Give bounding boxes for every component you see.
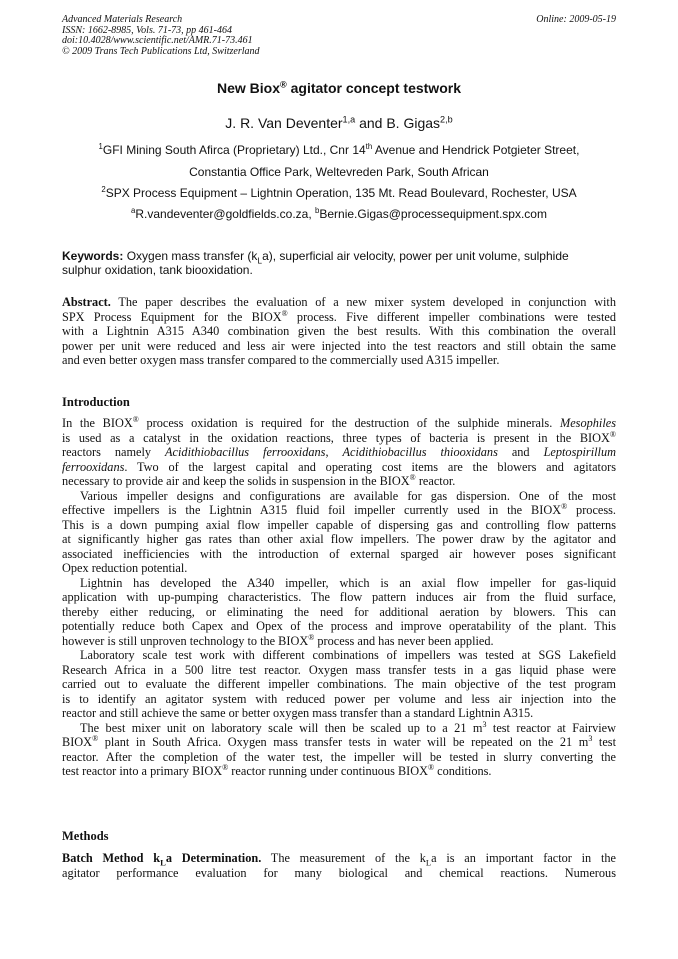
affiliation-1-line-2: Constantia Office Park, Weltevreden Park, South African <box>189 165 489 179</box>
abstract-label: Abstract. <box>62 295 111 309</box>
keywords: Keywords: Oxygen mass transfer $(k_La)$, superficial air velocity, power per unit volume, sulphide sulphur oxidation, tank biooxidation. <box>62 249 569 277</box>
introduction-heading: Introduction <box>62 395 130 409</box>
affiliation-1-line-1: $^1$GFI Mining South Afirca (Proprietary) Ltd., Cnr 14th Avenue and Hendrick Potgieter Street, <box>98 142 580 157</box>
email-b[interactable]: Bernie.Gigas@processequipment.spx.com <box>319 207 547 221</box>
journal-header <box>62 15 616 57</box>
email-a[interactable]: R.vandeventer@goldfields.co.za, <box>135 207 315 221</box>
journal-copyright: © 2009 Trans Tech Publications Ltd, Switzerland <box>62 45 260 57</box>
author-list: J. R. Van Deventer$^{1,a}$ and B. Gigas$^{2,b}$ <box>225 114 453 131</box>
author-2: B. Gigas <box>386 115 441 131</box>
author-emails: $^a$R.vandeventer@goldfields.co.za, $^b$Bernie.Gigas@processequipment.spx.com <box>131 206 547 221</box>
journal-doi: doi:10.4028/www.scientific.net/AMR.71-73.461 <box>62 35 253 46</box>
keywords-label: Keywords: <box>62 249 124 263</box>
journal-name: Advanced Materials Research <box>62 14 183 25</box>
methods-body: Batch Method $k_La$ Determination. The measurement of the $k_La$ is an important factor in the agitator performance evaluation for many biological and chemical reactions. Numerous <box>62 851 616 880</box>
journal-issn: ISSN: 1662-8985, Vols. 71-73, pp 461-464 <box>62 24 232 36</box>
batch-method-label: Batch Method $k_La$ Determination. <box>62 851 262 868</box>
paper-title: New Biox® agitator concept testwork <box>217 79 461 96</box>
online-date: Online: 2009-05-19 <box>536 14 616 25</box>
abstract: Abstract. The paper describes the evaluation of a new mixer system developed in conjunction with SPX Process Equipment for the BIOX® process. Five different impeller combinations were tested with a Lightnin A315 A340 combination given the best results. With this combination the overall power per unit were reduced and less air were injected into the test reactors and still obtain the same and even better oxygen mass transfer compared to the commercially used A315 impeller. <box>62 295 616 367</box>
introduction-body: In the BIOX® process oxidation is required for the destruction of the sulphide minerals. Mesophiles is used as a catalyst in the oxidation reactions, three types of bacteria is present in the BIOX® reactors namely Acidithiobacillus ferrooxidans, Acidithiobacillus thiooxidans and Leptospirillum ferrooxidans. Two of the largest capital and operating cost items are the blowers and agitators necessary to provide air and keep the solids in suspension in the BIOX® reactor. Various impeller designs and configurations are available for gas dispersion. One of the most effective impellers is the Lightnin A315 fluid foil impeller currently used in the BIOX® process. This is a down pumping axial flow impeller capable of dispersing gas and controlling flow patterns at significantly higher gas rates than other axial flow impellers. The power draw by the agitator and associated inefficiencies with the introduction of external sparged air however poses significant Opex reduction potential. Lightnin has developed the A340 impeller, which is an axial flow impeller for gas-liquid application with up-pumping characteristics. The flow pattern induces air from the fluid surface, thereby either reducing, or eliminating the need for additional aeration by blowers. This can potentially reduce both Capex and Opex of the process and improve operatability of the plant. This however is still unproven technology to the BIOX® process and has never been applied. Laboratory scale test work with different combinations of impellers was tested at SGS Lakefield Research Africa in a 500 litre test reactor. Oxygen mass transfer tests in a gas liquid phase were carried out to evaluate the different impeller combinations. The main objective of the test program is to identify an agitator system with reduced power per volume and less air injection into the reactor and still achieve the same or better oxygen mass transfer than a standard Lightnin A315. The best mixer unit on laboratory scale will then be scaled up to a 21 $m^3$ test reactor at Fairview BIOX® plant in South Africa. Oxygen mass transfer tests in water will be repeated on the 21 $m^3$ test reactor. After the completion of the water test, the impeller will be tested in slurry converting the test reactor into a primary BIOX® reactor running under continuous BIOX® conditions. <box>62 414 617 778</box>
methods-heading: Methods <box>62 829 109 843</box>
affiliation-2: $^2$SPX Process Equipment – Lightnin Operation, 135 Mt. Read Boulevard, Rochester, USA <box>101 185 577 200</box>
author-1: J. R. Van Deventer <box>225 115 343 131</box>
